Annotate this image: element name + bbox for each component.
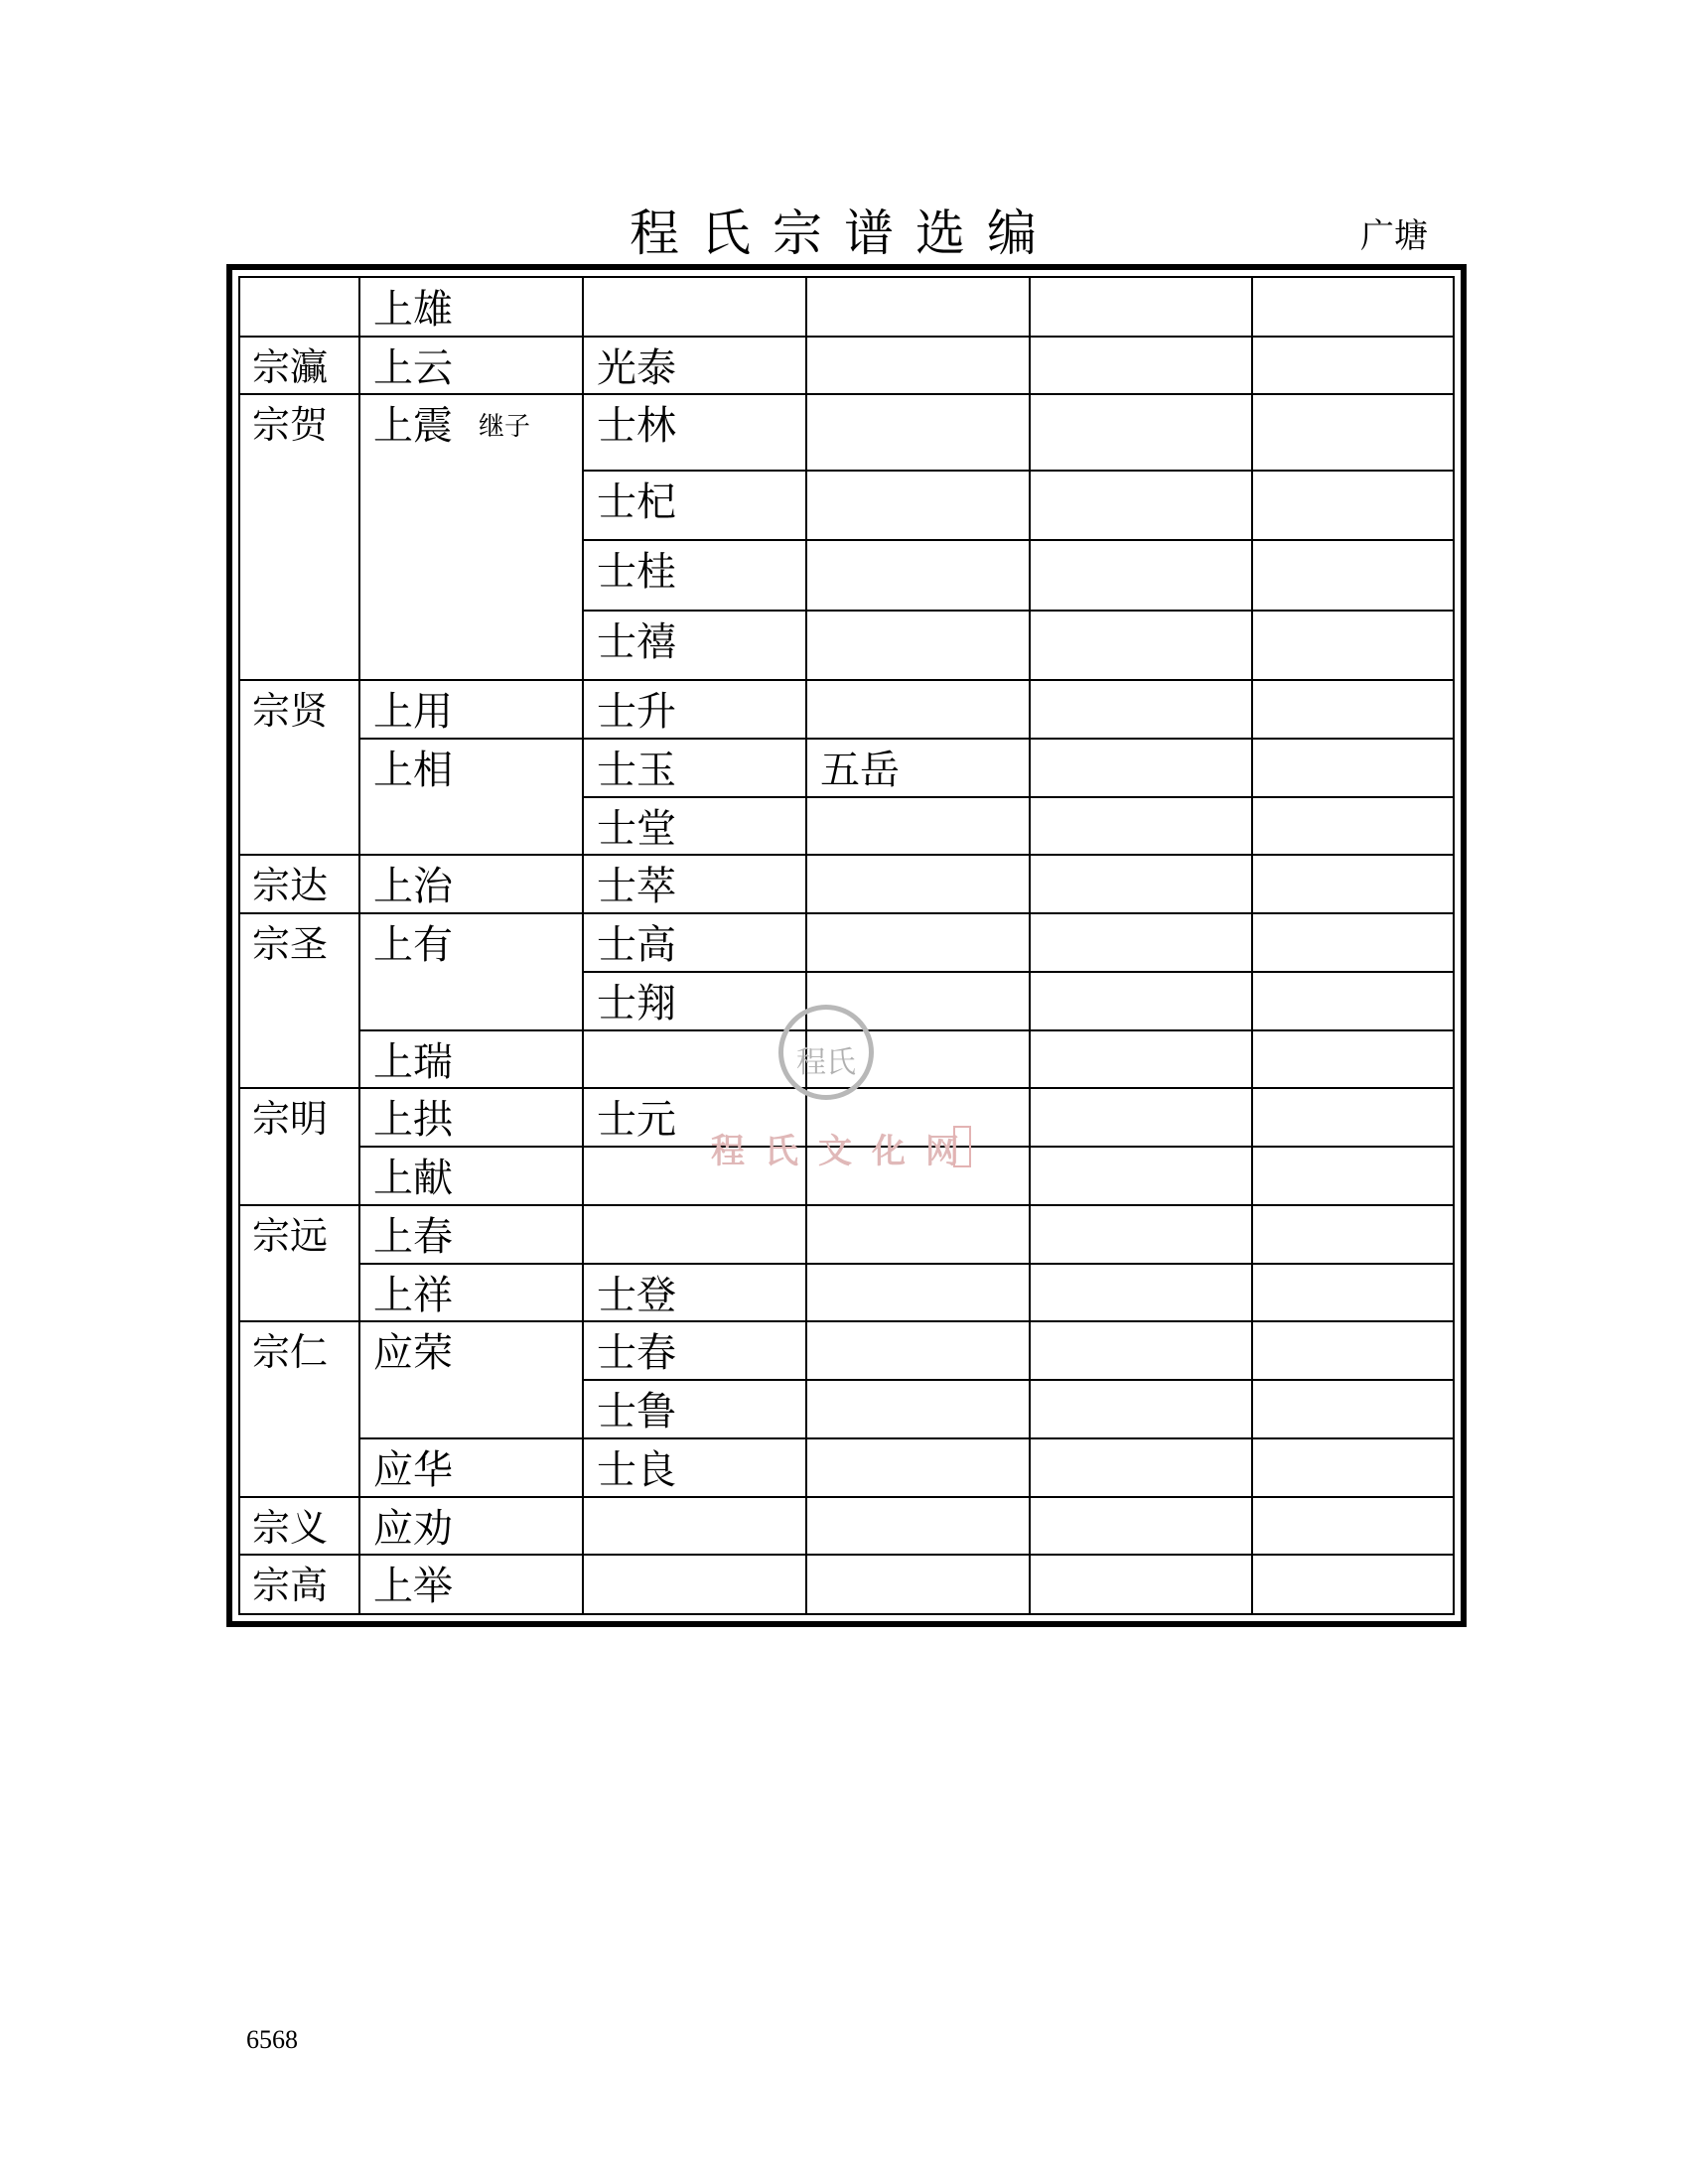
table-cell [359,394,583,470]
cell-text: 宗达 [252,864,329,908]
row-divider [240,1320,1453,1322]
genealogy-table-frame [226,264,1467,1627]
table-cell [806,1438,1030,1497]
table-cell [583,972,806,1030]
table-cell [240,739,359,797]
table-cell [240,1088,359,1147]
table-cell [583,471,806,540]
cell-text: 宗远 [252,1213,329,1258]
table-cell [1252,337,1453,395]
row-divider [240,1204,1453,1206]
table-cell [359,278,583,337]
row-divider [240,1554,1453,1556]
table-cell [806,471,1030,540]
cell-text: 宗贤 [252,689,329,734]
cell-text: 五岳 [820,747,900,793]
cell-text: 士杞 [597,478,676,525]
table-cell [583,1264,806,1322]
table-cell [806,1264,1030,1322]
table-cell [1030,739,1252,797]
table-cell [806,913,1030,972]
table-cell [1252,680,1453,739]
table-cell [240,1205,359,1264]
table-cell [1252,1438,1453,1497]
table-cell [359,1264,583,1322]
table-cell [359,1380,583,1438]
table-cell [359,611,583,680]
table-cell [240,680,359,739]
table-cell [806,337,1030,395]
table-cell [806,540,1030,610]
table-cell [359,739,583,797]
cell-text: 士萃 [597,864,676,910]
cell-text: 上献 [373,1156,453,1202]
table-cell [240,337,359,395]
table-cell [1030,680,1252,739]
cell-text: 上云 [373,344,453,391]
table-cell [806,278,1030,337]
table-cell [359,972,583,1030]
watermark-small-seal-icon [953,1126,971,1167]
table-cell [1252,540,1453,610]
table-cell [806,1497,1030,1556]
table-cell [583,1030,806,1089]
table-cell [1030,1088,1252,1147]
column-divider [1251,278,1253,1613]
table-cell [240,394,359,470]
column-divider [1029,278,1031,1613]
table-cell [1252,1321,1453,1380]
cell-text: 上相 [373,747,453,793]
table-cell [1252,739,1453,797]
cell-text: 应荣 [373,1330,453,1377]
table-cell [240,1030,359,1089]
table-cell [359,1088,583,1147]
cell-text: 宗明 [252,1097,329,1142]
row-divider [359,738,1453,740]
table-cell [240,471,359,540]
table-cell [1252,1205,1453,1264]
table-cell [1252,913,1453,972]
table-cell [1030,1321,1252,1380]
table-cell [1030,1380,1252,1438]
table-cell [1252,1030,1453,1089]
row-divider [240,336,1453,338]
cell-text: 上春 [373,1213,453,1260]
table-cell [240,1438,359,1497]
table-cell [1252,1088,1453,1147]
table-cell [583,913,806,972]
table-cell [359,680,583,739]
table-cell [583,680,806,739]
table-cell [1030,278,1252,337]
table-cell [240,540,359,610]
table-cell [359,1555,583,1613]
table-cell [1030,972,1252,1030]
page-number: 6568 [246,2025,298,2054]
table-cell [1252,797,1453,856]
cell-text: 士桂 [597,549,676,596]
table-cell [1030,1205,1252,1264]
table-cell [1252,394,1453,470]
cell-text: 上祥 [373,1272,453,1318]
adoption-note: 继子 [479,412,531,443]
table-cell [1030,471,1252,540]
table-cell [583,394,806,470]
row-divider [583,539,1453,541]
table-cell [583,1205,806,1264]
cell-text: 士元 [597,1097,676,1144]
table-cell [806,1205,1030,1264]
cell-text: 上用 [373,689,453,736]
row-divider [583,1379,1453,1381]
cell-text: 士高 [597,922,676,969]
cell-text: 士翔 [597,980,676,1026]
cell-text: 上震 [373,403,453,450]
table-cell [240,913,359,972]
cell-text: 上雄 [373,287,453,333]
cell-text: 士春 [597,1330,676,1377]
table-cell [583,337,806,395]
watermark-seal-icon [778,1005,874,1100]
row-divider [240,912,1453,914]
cell-text: 上有 [373,922,453,969]
cell-text: 宗高 [252,1564,329,1608]
table-cell [806,611,1030,680]
table-cell [359,1030,583,1089]
table-cell [583,1555,806,1613]
cell-text: 上举 [373,1564,453,1610]
table-cell [359,913,583,972]
table-cell [240,797,359,856]
table-cell [1030,1147,1252,1205]
table-cell [1252,855,1453,913]
cell-text: 士林 [597,403,676,450]
cell-text: 光泰 [597,344,676,391]
table-cell [359,1321,583,1380]
table-cell [240,278,359,337]
row-divider [583,470,1453,472]
table-cell [1252,1380,1453,1438]
table-cell [240,1321,359,1380]
cell-text: 应华 [373,1446,453,1493]
table-cell [1030,337,1252,395]
cell-text: 宗灜 [252,344,329,389]
cell-text: 宗圣 [252,922,329,967]
row-divider [240,679,1453,681]
watermark-site-name: 程氏文化网 [711,1132,979,1171]
cell-text: 宗贺 [252,403,329,448]
table-cell [1252,1555,1453,1613]
cell-text: 士禧 [597,618,676,665]
table-cell [583,1321,806,1380]
table-cell [583,1380,806,1438]
table-cell [1252,1264,1453,1322]
table-cell [1030,1497,1252,1556]
table-cell [1030,797,1252,856]
row-divider [583,610,1453,612]
table-cell [240,611,359,680]
table-cell [1030,394,1252,470]
table-cell [1252,972,1453,1030]
column-divider [805,278,807,1613]
table-cell [583,611,806,680]
row-divider [359,1029,1453,1031]
table-cell [1030,1264,1252,1322]
table-cell [806,797,1030,856]
table-cell [240,855,359,913]
cell-text: 应劝 [373,1505,453,1552]
table-cell [583,1438,806,1497]
table-cell [240,1555,359,1613]
cell-text: 上治 [373,864,453,910]
table-cell [359,1147,583,1205]
cell-text: 士鲁 [597,1389,676,1435]
table-cell [240,1264,359,1322]
table-cell [806,855,1030,913]
table-cell [359,1205,583,1264]
table-cell [806,680,1030,739]
table-cell [1252,278,1453,337]
table-cell [1030,913,1252,972]
table-cell [1252,611,1453,680]
genealogy-table [238,276,1455,1615]
column-divider [358,278,360,1613]
table-cell [806,1380,1030,1438]
table-cell [1252,1497,1453,1556]
table-cell [1252,471,1453,540]
table-cell [359,855,583,913]
cell-text: 士登 [597,1272,676,1318]
table-cell [1030,1555,1252,1613]
cell-text: 士良 [597,1446,676,1493]
table-cell [1030,1438,1252,1497]
table-cell [806,1321,1030,1380]
column-divider [582,278,584,1613]
row-divider [359,1263,1453,1265]
row-divider [240,1496,1453,1498]
table-cell [359,337,583,395]
cell-text: 上拱 [373,1097,453,1144]
table-cell [583,1497,806,1556]
row-divider [240,854,1453,856]
place-name: 广塘 [1360,216,1428,256]
table-cell [359,540,583,610]
table-cell [240,972,359,1030]
cell-text: 上瑞 [373,1038,453,1085]
cell-text: 宗仁 [252,1330,329,1375]
row-divider [583,971,1453,973]
table-cell [806,394,1030,470]
table-cell [1030,540,1252,610]
table-cell [806,1555,1030,1613]
row-divider [583,796,1453,798]
cell-text: 士堂 [597,805,676,852]
table-cell [583,739,806,797]
page-title: 程氏宗谱选编 [630,205,1058,262]
table-cell [806,739,1030,797]
table-cell [240,1147,359,1205]
cell-text: 士升 [597,689,676,736]
table-cell [1030,1030,1252,1089]
watermark-seal-text: 程氏 [796,1045,856,1080]
table-cell [240,1380,359,1438]
table-cell [583,278,806,337]
table-cell [359,1438,583,1497]
table-cell [1030,855,1252,913]
table-cell [583,797,806,856]
table-cell [1030,611,1252,680]
table-cell [359,797,583,856]
table-cell [583,540,806,610]
cell-text: 士玉 [597,747,676,793]
row-divider [359,1437,1453,1439]
table-cell [240,1497,359,1556]
row-divider [240,393,1453,395]
table-cell [583,855,806,913]
cell-text: 宗义 [252,1505,329,1550]
table-cell [359,1497,583,1556]
table-cell [1252,1147,1453,1205]
table-cell [359,471,583,540]
